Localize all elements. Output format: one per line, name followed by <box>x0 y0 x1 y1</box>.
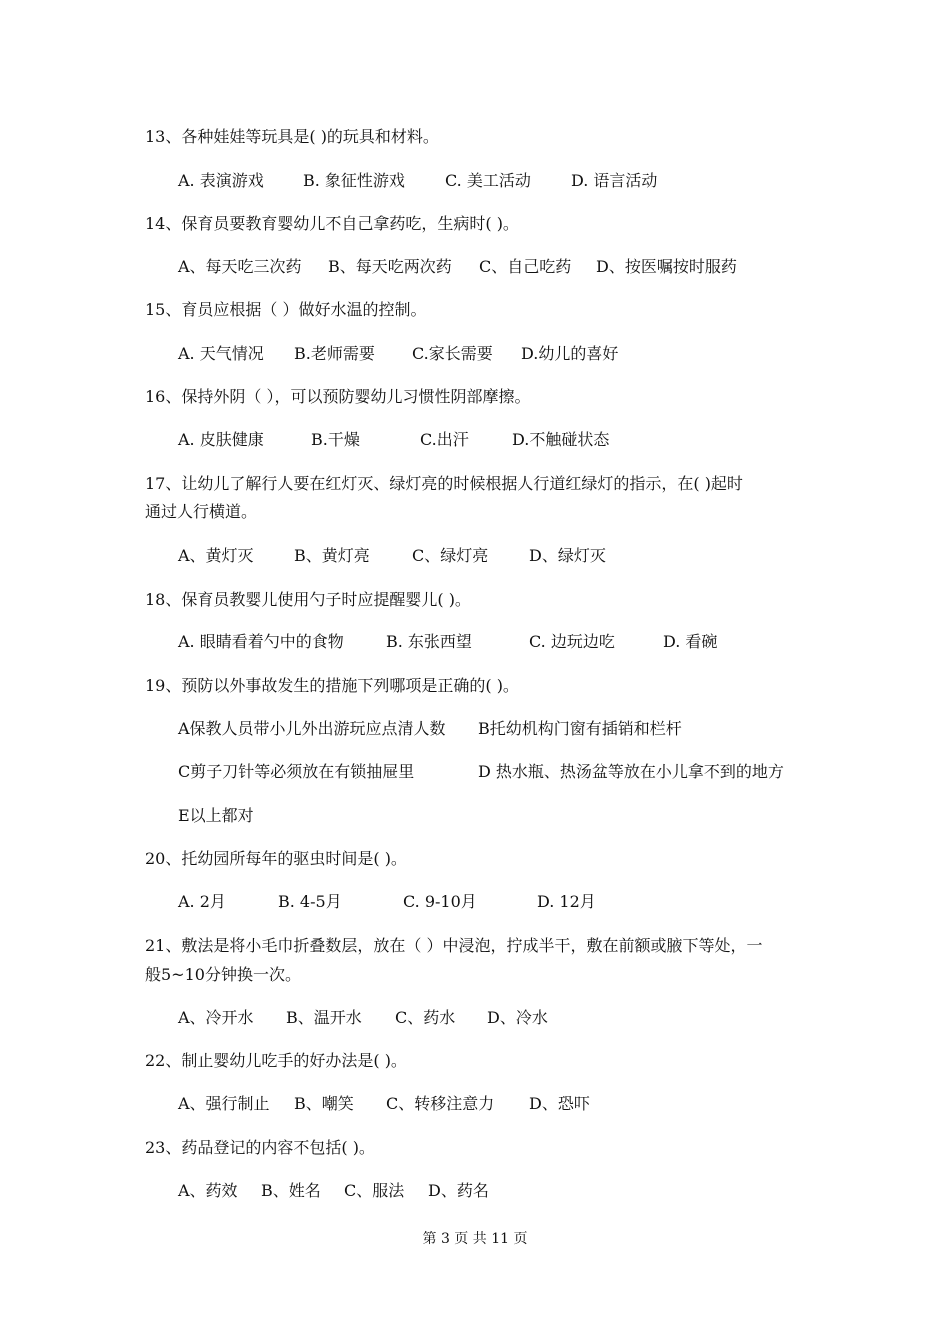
question-15: 15、育员应根据（ ）做好水温的控制。 <box>145 300 427 319</box>
option-c: C剪子刀针等必须放在有锁抽屉里 <box>178 762 415 781</box>
option-d: D、恐吓 <box>529 1094 590 1113</box>
option-d: D. 语言活动 <box>571 171 658 190</box>
option-d: D. 12月 <box>537 892 596 911</box>
question-18: 18、保育员教婴儿使用勺子时应提醒婴儿( )。 <box>145 590 471 609</box>
option-b: B、温开水 <box>286 1008 362 1027</box>
option-b: B.老师需要 <box>294 344 375 363</box>
option-a: A. 皮肤健康 <box>178 430 264 449</box>
option-b: B、嘲笑 <box>294 1094 354 1113</box>
option-c: C、服法 <box>344 1181 405 1200</box>
question-21: 21、敷法是将小毛巾折叠数层，放在（ ）中浸泡，拧成半干，敷在前额或腋下等处，一 <box>145 936 763 955</box>
question-23: 23、药品登记的内容不包括( )。 <box>145 1138 375 1157</box>
option-b: B、黄灯亮 <box>294 546 370 565</box>
question-14: 14、保育员要教育婴幼儿不自己拿药吃，生病时( )。 <box>145 214 519 233</box>
option-b: B托幼机构门窗有插销和栏杆 <box>478 719 682 738</box>
option-c: C. 9-10月 <box>403 892 477 911</box>
option-d: D、药名 <box>428 1181 489 1200</box>
option-b: B、每天吃两次药 <box>328 257 452 276</box>
option-b: B、姓名 <box>261 1181 321 1200</box>
option-c: C、药水 <box>395 1008 456 1027</box>
option-b: B. 4-5月 <box>278 892 342 911</box>
option-d: D.幼儿的喜好 <box>521 344 619 363</box>
option-c: C、自己吃药 <box>479 257 572 276</box>
option-a: A. 2月 <box>178 892 226 911</box>
option-a: A、黄灯灭 <box>178 546 254 565</box>
option-c: C. 边玩边吃 <box>529 632 615 651</box>
option-a: A、药效 <box>178 1181 238 1200</box>
option-e: E以上都对 <box>178 806 254 825</box>
option-c: C.出汗 <box>420 430 469 449</box>
question-16: 16、保持外阴（ ），可以预防婴幼儿习惯性阴部摩擦。 <box>145 387 531 406</box>
option-b: B. 东张西望 <box>386 632 472 651</box>
option-a: A、每天吃三次药 <box>178 257 302 276</box>
question-17: 17、让幼儿了解行人要在红灯灭、绿灯亮的时候根据人行道红绿灯的指示，在( )起时 <box>145 474 743 493</box>
option-c: C、转移注意力 <box>386 1094 495 1113</box>
question-19: 19、预防以外事故发生的措施下列哪项是正确的( )。 <box>145 676 519 695</box>
option-a: A、冷开水 <box>178 1008 254 1027</box>
option-a: A. 天气情况 <box>178 344 264 363</box>
question-22: 22、制止婴幼儿吃手的好办法是( )。 <box>145 1051 407 1070</box>
option-c: C.家长需要 <box>412 344 493 363</box>
option-d: D、绿灯灭 <box>529 546 606 565</box>
option-a: A保教人员带小儿外出游玩应点清人数 <box>178 719 446 738</box>
question-21-continuation: 般5~10分钟换一次。 <box>145 965 301 984</box>
option-a: A、强行制止 <box>178 1094 270 1113</box>
option-a: A. 眼睛看着勺中的食物 <box>178 632 344 651</box>
question-17-continuation: 通过人行横道。 <box>145 502 258 521</box>
option-b: B.干燥 <box>311 430 360 449</box>
option-a: A. 表演游戏 <box>178 171 264 190</box>
option-d: D 热水瓶、热汤盆等放在小儿拿不到的地方 <box>478 762 784 781</box>
option-c: C. 美工活动 <box>445 171 531 190</box>
question-13: 13、各种娃娃等玩具是( )的玩具和材料。 <box>145 127 439 146</box>
option-d: D. 看碗 <box>663 632 718 651</box>
option-c: C、绿灯亮 <box>412 546 489 565</box>
option-d: D.不触碰状态 <box>512 430 610 449</box>
question-20: 20、托幼园所每年的驱虫时间是( )。 <box>145 849 407 868</box>
option-b: B. 象征性游戏 <box>303 171 405 190</box>
page-footer: 第 3 页 共 11 页 <box>422 1231 528 1247</box>
option-d: D、冷水 <box>487 1008 548 1027</box>
option-d: D、按医嘱按时服药 <box>596 257 737 276</box>
